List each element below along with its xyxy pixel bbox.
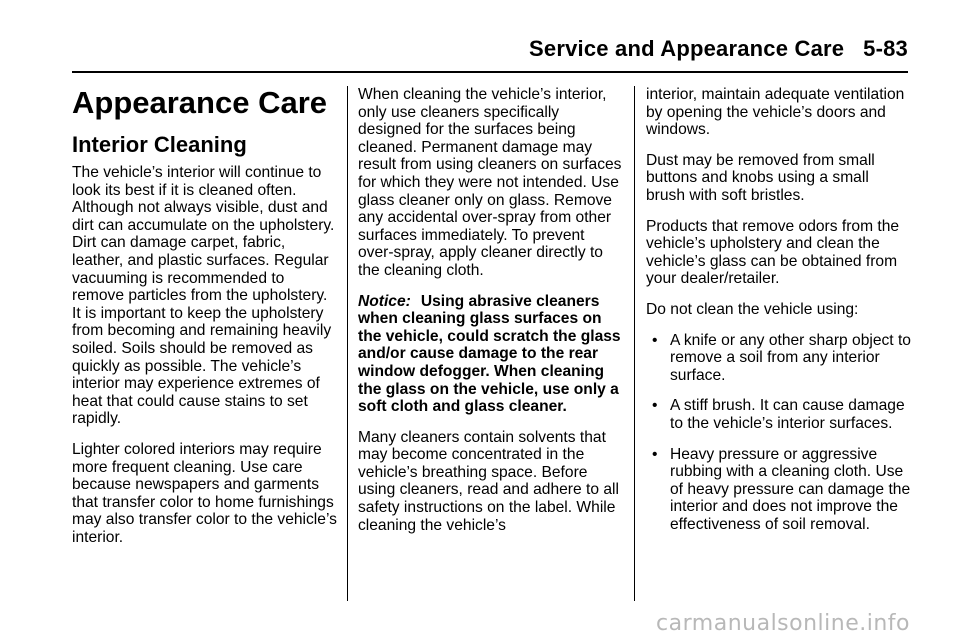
paragraph: interior, maintain adequate ventilation by opening the vehicle’s doors and windows.	[646, 86, 905, 139]
watermark: carmanualsonline.info	[656, 611, 910, 636]
subsection-title: Interior Cleaning	[72, 132, 247, 157]
notice-label: Notice:	[358, 292, 411, 310]
notice-text: Using abrasive cleaners when cleaning glass surfaces on the vehicle, could scratch the glass and/or cause damage to the rear window defogger. When cleaning the glass on the vehicle, use only a soft cloth and glass cleaner.	[358, 292, 621, 416]
list-item-text: A stiff brush. It can cause damage to the vehicle’s interior surfaces.	[670, 397, 905, 432]
paragraph: When cleaning the vehicle’s interior, only use cleaners specifically designed for the surfaces being cleaned. Permanent damage may result from using cleaners on surfaces for which they were not intended. Use glass cleaner only on glass. Remove any accidental over-spray from other surfaces immediately. To prevent over-spray, apply cleaner directly to the cleaning cloth.	[358, 86, 622, 279]
paragraph: Many cleaners contain solvents that may become concentrated in the vehicle’s breathing space. Before using cleaners, read and adhere to all safety instructions on the label. While cleaning the vehicle’s	[358, 428, 619, 534]
paragraph: Products that remove odors from the vehicle’s upholstery and clean the vehicle’s glass can be obtained from your dealer/retailer.	[646, 217, 900, 288]
column-2	[358, 86, 624, 547]
header-rule	[72, 71, 908, 73]
bullet-icon: •	[652, 445, 658, 463]
header-section-title: Service and Appearance Care	[529, 36, 845, 61]
header-page-number: 5-83	[863, 36, 908, 61]
paragraph: Do not clean the vehicle using:	[646, 300, 859, 318]
paragraph: The vehicle’s interior will continue to look its best if it is cleaned often. Although not always visible, dust and dirt can accumulate on the upholstery. Dirt can damage carpet, fabric, leather, and plastic surfaces. Regular vacuuming is recommended to remove particles from the upholstery. It is important to keep the upholstery from becoming and remaining heavily soiled. Soils should be removed as quickly as possible. The vehicle’s interior may experience extremes of heat that could cause stains to set rapidly.	[72, 164, 335, 428]
bullet-icon: •	[652, 397, 658, 415]
list-item	[646, 397, 912, 432]
list-item	[646, 446, 912, 534]
column-3	[646, 86, 912, 546]
paragraph: Dust may be removed from small buttons and knobs using a small brush with soft bristles.	[646, 151, 875, 204]
column-divider-1	[347, 86, 348, 601]
section-title: Appearance Care	[72, 85, 328, 120]
page-header	[72, 36, 908, 62]
list-item-text: Heavy pressure or aggressive rubbing with a cleaning cloth. Use of heavy pressure can damage the interior and does not improve the effectiveness of soil removal.	[670, 445, 911, 533]
list-item	[646, 332, 912, 385]
bullet-list	[646, 332, 912, 534]
column-1	[72, 86, 338, 559]
bullet-icon: •	[652, 331, 658, 349]
column-divider-2	[634, 86, 635, 601]
notice-block	[358, 293, 624, 416]
paragraph: Lighter colored interiors may require more frequent cleaning. Use care because newspapers and garments that transfer color to home furnishings may also transfer color to the vehicle’s interior.	[72, 440, 337, 546]
list-item-text: A knife or any other sharp object to remove a soil from any interior surface.	[670, 331, 911, 384]
